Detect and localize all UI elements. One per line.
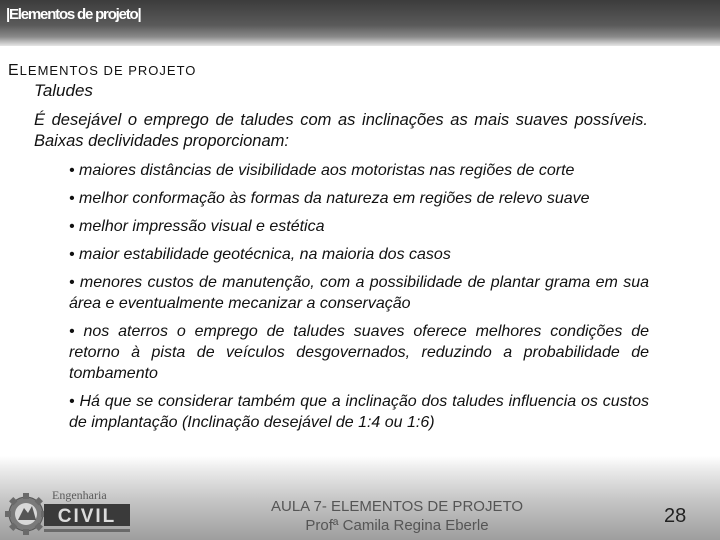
engenharia-civil-logo: [4, 488, 132, 538]
section-title-rest: LEMENTOS DE PROJETO: [19, 63, 197, 78]
bullet-item: • Há que se considerar também que a inclinação dos taludes influencia os custos de implantação (Inclinação desejável de 1:4 ou 1:6): [69, 393, 649, 431]
section-title-initial: E: [8, 62, 20, 79]
logo-text-top: Engenharia: [52, 488, 107, 502]
page-number: 28: [664, 505, 687, 527]
footer-course-line: AULA 7- ELEMENTOS DE PROJETO: [270, 498, 524, 515]
bullet-item: • maiores distâncias de visibilidade aos motoristas nas regiões de corte: [69, 162, 575, 179]
bullet-item: • melhor conformação às formas da natureza em regiões de relevo suave: [69, 190, 590, 207]
bullet-item: • melhor impressão visual e estética: [69, 218, 325, 235]
footer-caption: [262, 497, 532, 535]
bullet-list: [69, 160, 649, 440]
section-title: [8, 62, 196, 80]
bullet-item: • nos aterros o emprego de taludes suaves oferece melhores condições de retorno à pista de veículos desgovernados, reduzindo a probabilidade de tombamento: [69, 323, 649, 382]
slide-subtitle: Taludes: [34, 81, 93, 100]
bullet-item: • menores custos de manutenção, com a possibilidade de plantar grama em sua área e eventualmente mecanizar a conservação: [69, 274, 649, 312]
slide-header: [0, 0, 720, 46]
bullet-item: • maior estabilidade geotécnica, na maioria dos casos: [69, 246, 451, 263]
footer-professor-line: Profª Camila Regina Eberle: [305, 517, 489, 534]
header-title: |Elementos de projeto|: [6, 6, 141, 23]
intro-paragraph: É desejável o emprego de taludes com as inclinações as mais suaves possíveis. Baixas declividades proporcionam:: [34, 111, 648, 150]
logo-text-main: CIVIL: [57, 506, 117, 527]
gear-icon: [5, 493, 47, 535]
